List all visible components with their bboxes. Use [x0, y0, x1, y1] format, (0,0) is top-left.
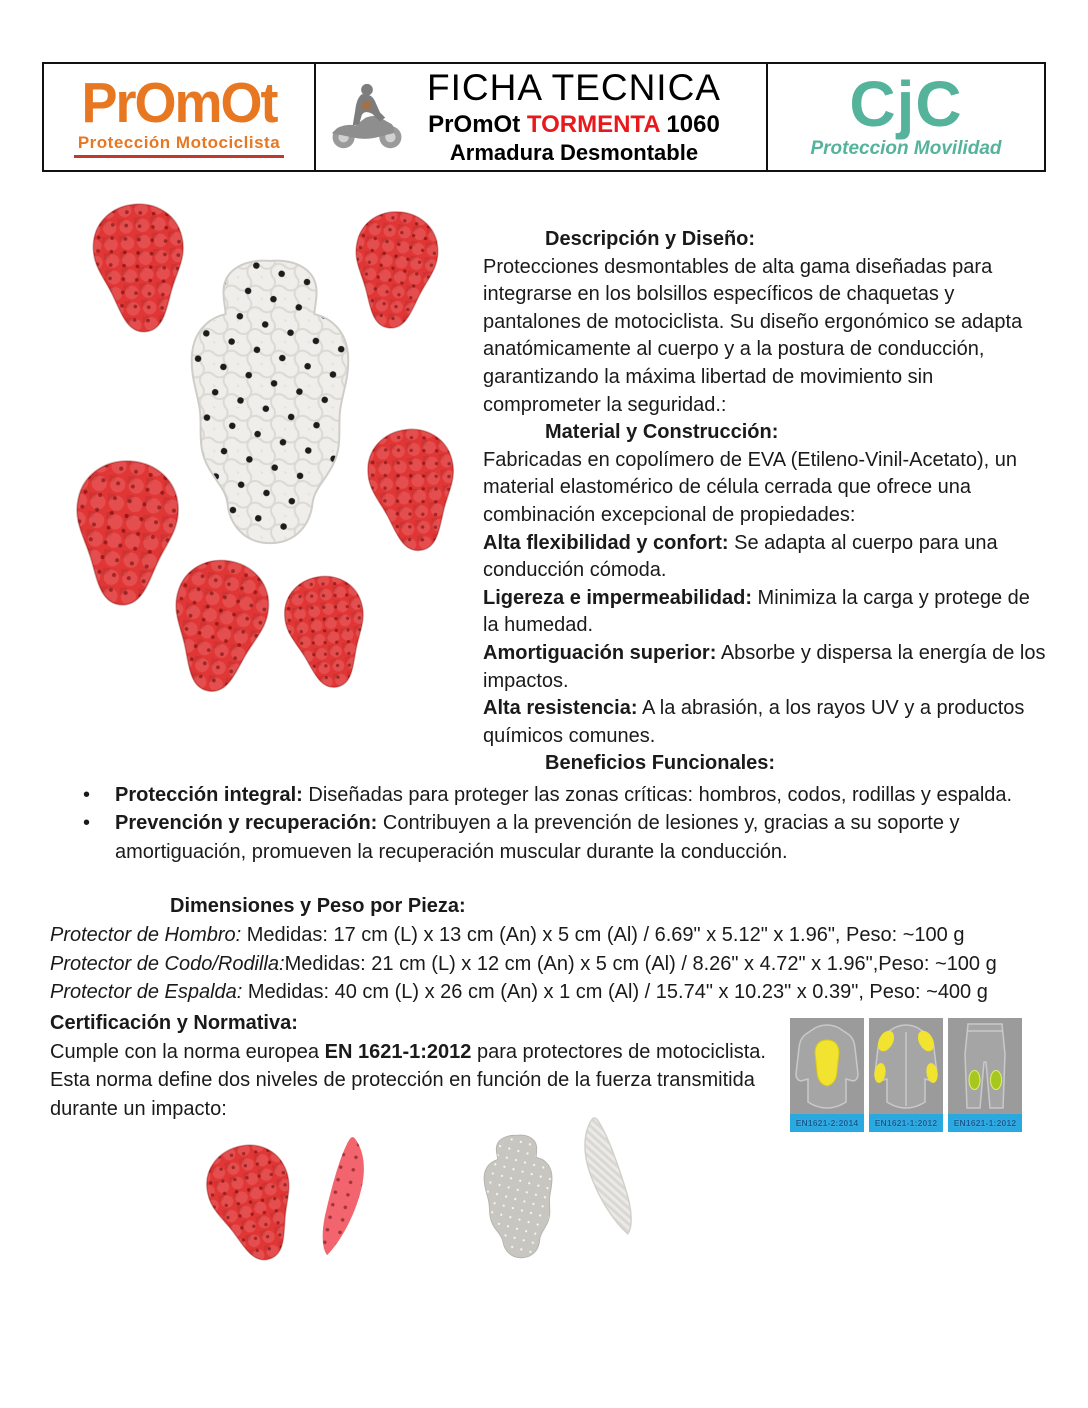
cjc-tagline: Proteccion Movilidad	[810, 138, 1002, 160]
promot-logo	[44, 64, 316, 170]
badge-jacket-protectors	[869, 1018, 943, 1132]
product-code: 1060	[659, 110, 720, 138]
badge-label: EN1621-1:2012	[948, 1114, 1022, 1132]
pad-front-view-image	[190, 1129, 315, 1276]
benefit-text: Contribuyen a la prevención de lesiones y, gracias a su soporte y amortiguación, promueven la recuperación muscular durante la conducción.	[115, 812, 960, 863]
cert-text-post: para protectores de motociclista. Esta norma define dos niveles de protección en función de la fuerza transmitida durante un impacto:	[50, 1040, 766, 1120]
jacket-shoulder-elbow-protectors-icon	[869, 1018, 943, 1114]
product-name	[428, 111, 720, 139]
property-label: Amortiguación superior:	[483, 641, 717, 664]
material-property	[483, 640, 1047, 695]
description-column	[483, 226, 1047, 778]
badge-back-protector	[790, 1018, 864, 1132]
cert-text-pre: Cumple con la norma europea	[50, 1040, 325, 1063]
dimension-item	[50, 978, 1058, 1007]
material-property	[483, 530, 1047, 585]
benefit-label: Prevención y recuperación:	[115, 812, 378, 835]
dimension-text: Medidas: 17 cm (L) x 13 cm (An) x 5 cm (Al) / 6.69" x 5.12" x 1.96", Peso: ~100 g	[241, 923, 965, 946]
property-text: Se adapta al cuerpo para una conducción cómoda.	[483, 531, 998, 582]
property-label: Ligereza e impermeabilidad:	[483, 586, 752, 609]
certification-body	[50, 1038, 768, 1124]
promot-brand-text: PrOmOt	[81, 71, 277, 135]
elbow-pad-image	[356, 414, 471, 567]
property-text: A la abrasión, a los rayos UV y a productos químicos comunes.	[483, 697, 1025, 747]
badge-label: EN1621-1:2012	[869, 1114, 943, 1132]
property-text: Absorbe y dispersa la energía de los impactos.	[483, 641, 1046, 692]
badge-label: EN1621-2:2014	[790, 1114, 864, 1132]
material-intro: Fabricadas en copolímero de EVA (Etileno-Vinil-Acetato), un material elastomérico de célula cerrada que ofrece una combinación excepcional de propiedades:	[483, 448, 1017, 526]
dimension-label: Protector de Hombro:	[50, 923, 242, 946]
knee-pad-image	[269, 546, 385, 717]
benefit-text: Diseñadas para proteger las zonas críticas: hombros, codos, rodillas y espalda.	[302, 784, 1013, 806]
benefit-item	[50, 809, 1052, 866]
header	[42, 62, 1046, 172]
promot-tagline: Protección Motociclista	[74, 133, 284, 158]
section-heading-beneficios: Beneficios Funcionales:	[545, 752, 776, 775]
property-label: Alta flexibilidad y confort:	[483, 531, 729, 554]
material-property	[483, 585, 1047, 640]
dimension-text: Medidas: 21 cm (L) x 12 cm (An) x 5 cm (Al) / 8.26" x 4.72" x 1.96",Peso: ~100 g	[284, 952, 997, 975]
material-property	[483, 695, 1047, 750]
dimension-label: Protector de Codo/Rodilla:	[50, 952, 285, 975]
certification-section	[50, 1009, 768, 1123]
back-protector-front-view-image	[470, 1118, 568, 1276]
product-prefix: PrOmOt	[428, 110, 527, 138]
product-model: TORMENTA	[526, 110, 660, 138]
dimension-item	[50, 921, 1058, 950]
dimension-text: Medidas: 40 cm (L) x 26 cm (An) x 1 cm (Al) / 15.74" x 10.23" x 0.39", Peso: ~400 g	[242, 981, 988, 1004]
header-title-block	[316, 64, 768, 170]
product-subtitle: Armadura Desmontable	[449, 139, 699, 165]
property-label: Alta resistencia:	[483, 697, 638, 720]
section-heading-material: Material y Construcción:	[545, 421, 779, 444]
benefits-list	[50, 781, 1052, 866]
jacket-back-protector-icon	[790, 1018, 864, 1114]
section-heading-certificacion: Certificación y Normativa:	[50, 1012, 298, 1034]
badge-pants-protectors	[948, 1018, 1022, 1132]
benefit-label: Protección integral:	[115, 784, 303, 806]
protector-set-image	[60, 195, 480, 780]
section-heading-dimensiones: Dimensiones y Peso por Pieza:	[170, 895, 466, 917]
dimension-label: Protector de Espalda:	[50, 981, 243, 1004]
dimension-item	[50, 950, 1058, 979]
section-heading-descripcion: Descripción y Diseño:	[545, 228, 756, 250]
certification-badges	[790, 1018, 1022, 1132]
motorcycle-rider-icon	[328, 73, 406, 161]
cjc-brand-text: CjC	[849, 67, 963, 140]
back-protector-side-profile-image	[567, 1110, 648, 1246]
pants-knee-protectors-icon	[948, 1018, 1022, 1114]
cert-norm: EN 1621-1:2012	[324, 1040, 472, 1063]
back-protector-image	[166, 255, 374, 551]
property-text: Minimiza la carga y protege de la humedad.	[483, 586, 1030, 637]
descripcion-body: Protecciones desmontables de alta gama diseñadas para integrarse en los bolsillos específicos de chaquetas y pantalones de motociclista. Su diseño ergonómico se adapta anatómicamente al cuerpo y a la postura de conducción, garantizando la máxima libertad de movimiento sin comprometer la seguridad.:	[483, 255, 1023, 416]
document-title: FICHA TECNICA	[427, 67, 721, 109]
dimensions-section	[50, 892, 1058, 1007]
cjc-logo	[768, 64, 1044, 170]
pad-side-profile-image	[298, 1131, 389, 1264]
benefit-item	[50, 781, 1052, 809]
